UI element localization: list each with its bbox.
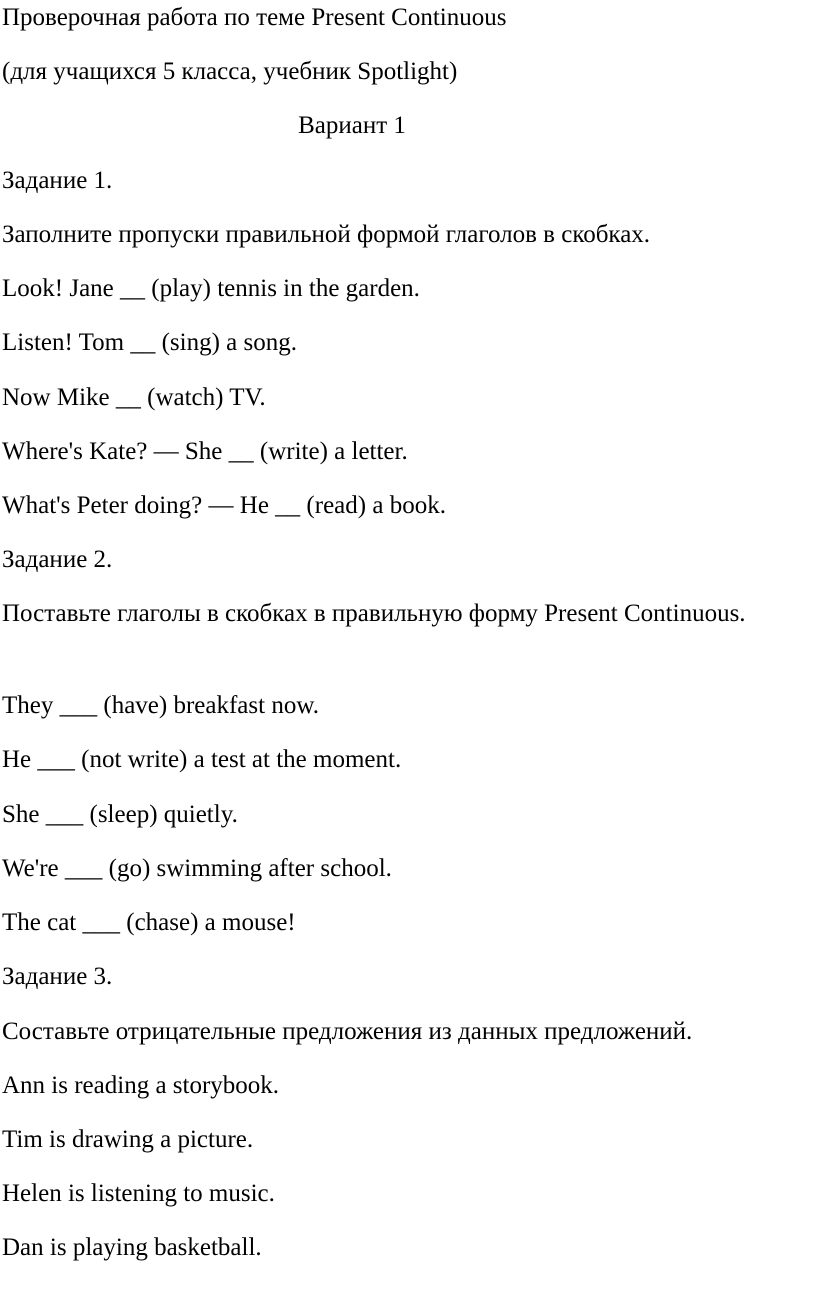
task3-instruction: Составьте отрицательные предложения из данных предложений.: [2, 1018, 693, 1045]
document-title: Проверочная работа по теме Present Continuous: [2, 4, 507, 31]
task1-item: Where's Kate? — She __ (write) a letter.: [2, 438, 408, 465]
task3-item: Helen is listening to music.: [2, 1180, 275, 1207]
task1-item: What's Peter doing? — He __ (read) a book.: [2, 492, 446, 519]
task2-item: They ___ (have) breakfast now.: [2, 692, 320, 719]
task1-item: Look! Jane __ (play) tennis in the garden.: [2, 275, 420, 302]
variant-label: Вариант 1: [298, 112, 406, 139]
task2-heading: Задание 2.: [2, 546, 113, 573]
task1-instruction: Заполните пропуски правильной формой глаголов в скобках.: [2, 221, 651, 248]
task1-item: Listen! Tom __ (sing) a song.: [2, 329, 297, 356]
task1-item: Now Mike __ (watch) TV.: [2, 384, 266, 411]
task3-heading: Задание 3.: [2, 963, 113, 990]
task1-heading: Задание 1.: [2, 167, 113, 194]
task2-item: We're ___ (go) swimming after school.: [2, 855, 392, 882]
task3-item: Dan is playing basketball.: [2, 1234, 262, 1261]
task3-item: Ann is reading a storybook.: [2, 1072, 280, 1099]
task2-instruction: Поставьте глаголы в скобках в правильную форму Present Continuous.: [2, 600, 746, 627]
task2-item: She ___ (sleep) quietly.: [2, 801, 238, 828]
task2-item: The cat ___ (chase) a mouse!: [2, 909, 296, 936]
task3-item: Tim is drawing a picture.: [2, 1126, 254, 1153]
document-subtitle: (для учащихся 5 класса, учебник Spotlight): [2, 58, 458, 85]
task2-item: He ___ (not write) a test at the moment.: [2, 746, 402, 773]
